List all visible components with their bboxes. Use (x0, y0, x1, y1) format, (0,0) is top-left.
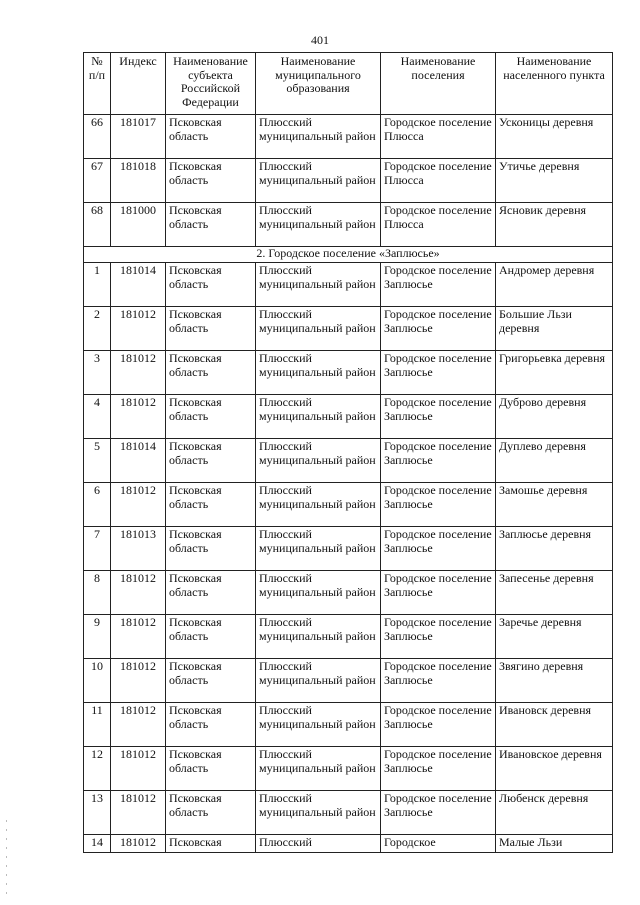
cell-num: 10 (84, 659, 111, 703)
section-row (84, 247, 613, 263)
table-row (84, 159, 613, 203)
table-row (84, 115, 613, 159)
cell-municipality: Плюсский муниципальный район (256, 571, 381, 615)
table-row (84, 659, 613, 703)
cell-municipality: Плюсский муниципальный район (256, 527, 381, 571)
cell-subject: Псковская область (166, 703, 256, 747)
cell-num: 12 (84, 747, 111, 791)
table-header-row (84, 53, 613, 115)
table-row (84, 483, 613, 527)
cell-locality: Большие Льзи деревня (496, 307, 613, 351)
cell-municipality: Плюсский муниципальный район (256, 395, 381, 439)
cell-settlement: Городское поселение Заплюсье (381, 483, 496, 527)
cell-num: 14 (84, 835, 111, 853)
cell-municipality: Плюсский (256, 835, 381, 853)
cell-index: 181012 (111, 571, 166, 615)
cell-subject: Псковская область (166, 571, 256, 615)
cell-subject: Псковская область (166, 159, 256, 203)
cell-locality: Григорьевка деревня (496, 351, 613, 395)
cell-index: 181013 (111, 527, 166, 571)
cell-subject: Псковская область (166, 439, 256, 483)
cell-subject: Псковская область (166, 659, 256, 703)
table-row (84, 571, 613, 615)
cell-num: 3 (84, 351, 111, 395)
header-subject: Наименование субъекта Российской Федерации (166, 53, 256, 115)
cell-index: 181012 (111, 307, 166, 351)
cell-index: 181018 (111, 159, 166, 203)
table-row-partial (84, 835, 613, 853)
cell-num: 67 (84, 159, 111, 203)
cell-municipality: Плюсский муниципальный район (256, 159, 381, 203)
cell-settlement: Городское поселение Заплюсье (381, 351, 496, 395)
cell-locality: Ивановск деревня (496, 703, 613, 747)
cell-locality: Дуплево деревня (496, 439, 613, 483)
cell-municipality: Плюсский муниципальный район (256, 351, 381, 395)
partial-row-body (84, 835, 613, 853)
cell-subject: Псковская область (166, 527, 256, 571)
cell-index: 181012 (111, 395, 166, 439)
cell-locality: Андромер деревня (496, 263, 613, 307)
cell-index: 181012 (111, 615, 166, 659)
settlements-table (83, 52, 613, 853)
cell-subject: Псковская область (166, 483, 256, 527)
rows-before-section (84, 115, 613, 247)
cell-subject: Псковская область (166, 351, 256, 395)
table-row (84, 307, 613, 351)
cell-locality: Звягино деревня (496, 659, 613, 703)
section-title: 2. Городское поселение «Заплюсье» (84, 247, 613, 263)
table-row (84, 791, 613, 835)
cell-num: 11 (84, 703, 111, 747)
table-row (84, 527, 613, 571)
cell-subject: Псковская область (166, 791, 256, 835)
cell-num: 7 (84, 527, 111, 571)
cell-locality: Усконицы деревня (496, 115, 613, 159)
cell-index: 181012 (111, 659, 166, 703)
table-row (84, 263, 613, 307)
cell-settlement: Городское поселение Заплюсье (381, 307, 496, 351)
cell-subject: Псковская область (166, 395, 256, 439)
cell-num: 8 (84, 571, 111, 615)
table-row (84, 747, 613, 791)
cell-municipality: Плюсский муниципальный район (256, 439, 381, 483)
cell-settlement: Городское поселение Плюсса (381, 203, 496, 247)
cell-index: 181012 (111, 835, 166, 853)
cell-locality: Любенск деревня (496, 791, 613, 835)
cell-locality: Заречье деревня (496, 615, 613, 659)
table-row (84, 703, 613, 747)
cell-settlement: Городское поселение Заплюсье (381, 791, 496, 835)
cell-municipality: Плюсский муниципальный район (256, 791, 381, 835)
cell-index: 181014 (111, 439, 166, 483)
cell-locality: Ивановское деревня (496, 747, 613, 791)
table-row (84, 395, 613, 439)
cell-index: 181012 (111, 703, 166, 747)
cell-settlement: Городское поселение Заплюсье (381, 395, 496, 439)
cell-municipality: Плюсский муниципальный район (256, 615, 381, 659)
cell-index: 181000 (111, 203, 166, 247)
cell-municipality: Плюсский муниципальный район (256, 659, 381, 703)
cell-index: 181014 (111, 263, 166, 307)
cell-num: 66 (84, 115, 111, 159)
cell-num: 2 (84, 307, 111, 351)
cell-municipality: Плюсский муниципальный район (256, 747, 381, 791)
cell-locality: Замошье деревня (496, 483, 613, 527)
cell-municipality: Плюсский муниципальный район (256, 115, 381, 159)
header-locality: Наименование населенного пункта (496, 53, 613, 115)
cell-settlement: Городское поселение Заплюсье (381, 439, 496, 483)
cell-index: 181012 (111, 483, 166, 527)
cell-num: 13 (84, 791, 111, 835)
section-header (84, 247, 613, 263)
table-row (84, 351, 613, 395)
cell-index: 181012 (111, 791, 166, 835)
page-number: 401 (311, 33, 329, 47)
cell-subject: Псковская (166, 835, 256, 853)
cell-settlement: Городское поселение Заплюсье (381, 571, 496, 615)
cell-locality: Заплюсье деревня (496, 527, 613, 571)
cell-municipality: Плюсский муниципальный район (256, 307, 381, 351)
cell-index: 181017 (111, 115, 166, 159)
cell-settlement: Городское поселение Плюсса (381, 159, 496, 203)
cell-subject: Псковская область (166, 307, 256, 351)
header-index: Индекс (111, 53, 166, 115)
cell-settlement: Городское поселение Заплюсье (381, 263, 496, 307)
header-num: № п/п (84, 53, 111, 115)
cell-settlement: Городское поселение Заплюсье (381, 659, 496, 703)
cell-index: 181012 (111, 351, 166, 395)
cell-locality: Дуброво деревня (496, 395, 613, 439)
table-row (84, 203, 613, 247)
cell-locality: Малые Льзи (496, 835, 613, 853)
cell-subject: Псковская область (166, 203, 256, 247)
cell-num: 4 (84, 395, 111, 439)
cell-locality: Утичье деревня (496, 159, 613, 203)
cell-num: 9 (84, 615, 111, 659)
cell-subject: Псковская область (166, 747, 256, 791)
cell-subject: Псковская область (166, 115, 256, 159)
cell-settlement: Городское поселение Заплюсье (381, 703, 496, 747)
cell-num: 68 (84, 203, 111, 247)
header-settlement: Наименование поселения (381, 53, 496, 115)
cell-num: 1 (84, 263, 111, 307)
cell-municipality: Плюсский муниципальный район (256, 703, 381, 747)
scan-edge-marks (6, 820, 7, 900)
cell-settlement: Городское поселение Заплюсье (381, 527, 496, 571)
cell-settlement: Городское поселение Плюсса (381, 115, 496, 159)
header-municipality: Наименование муниципального образования (256, 53, 381, 115)
cell-index: 181012 (111, 747, 166, 791)
rows-after-section (84, 263, 613, 835)
cell-subject: Псковская область (166, 615, 256, 659)
cell-municipality: Плюсский муниципальный район (256, 203, 381, 247)
cell-municipality: Плюсский муниципальный район (256, 483, 381, 527)
cell-num: 5 (84, 439, 111, 483)
cell-settlement: Городское поселение Заплюсье (381, 615, 496, 659)
cell-settlement: Городское (381, 835, 496, 853)
cell-locality: Запесенье деревня (496, 571, 613, 615)
table-row (84, 615, 613, 659)
cell-locality: Ясновик деревня (496, 203, 613, 247)
cell-municipality: Плюсский муниципальный район (256, 263, 381, 307)
cell-subject: Псковская область (166, 263, 256, 307)
cell-num: 6 (84, 483, 111, 527)
cell-settlement: Городское поселение Заплюсье (381, 747, 496, 791)
table-row (84, 439, 613, 483)
